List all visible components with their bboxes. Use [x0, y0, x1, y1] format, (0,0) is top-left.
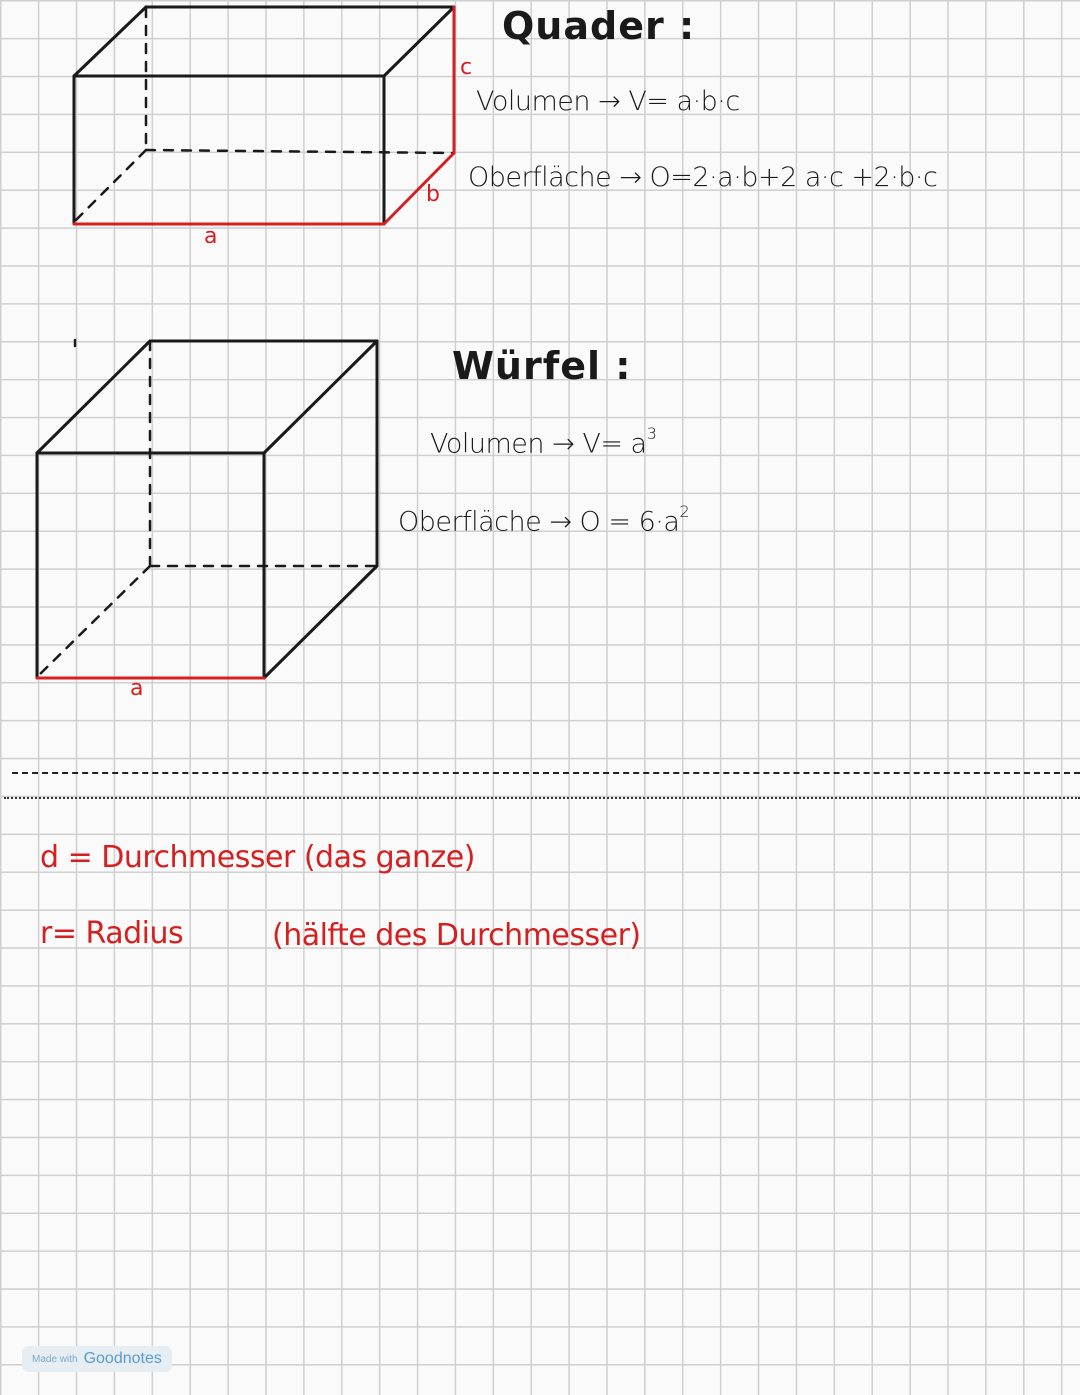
- cuboid-volume-row: [476, 86, 740, 117]
- cube-volume-label: Volumen: [430, 428, 545, 460]
- cuboid-title: Quader :: [502, 4, 696, 48]
- arrow-icon: →: [598, 86, 621, 117]
- cuboid-surface-row: [468, 162, 937, 193]
- cuboid-edge-c-label: c: [460, 55, 472, 80]
- arrow-icon: →: [549, 506, 572, 538]
- diameter-note: d = Durchmesser (das ganze): [40, 840, 475, 875]
- section-divider-dotted: [4, 797, 1080, 799]
- radius-note: r= Radius: [40, 916, 184, 951]
- goodnotes-logo-text: Goodnotes: [83, 1350, 162, 1367]
- cuboid-edge-b-label: b: [426, 182, 440, 207]
- cube-surface-exponent: 2: [679, 502, 690, 521]
- cube-surface-row: [398, 502, 689, 537]
- cube-volume-exponent: 3: [646, 424, 657, 443]
- cube-edge-a-label: a: [130, 676, 143, 701]
- cuboid-volume-label: Volumen: [476, 86, 591, 117]
- arrow-icon: →: [619, 162, 642, 193]
- cube-title: Würfel :: [452, 344, 632, 388]
- cube-surface-label: Oberfläche: [398, 506, 542, 538]
- cuboid-edge-a-label: a: [204, 224, 217, 249]
- cube-diagram: [0, 330, 420, 700]
- made-with-text: Made with: [32, 1353, 78, 1365]
- cube-volume-formula: V= a: [582, 428, 647, 460]
- cube-surface-formula: O = 6·a: [579, 506, 680, 538]
- cuboid-surface-formula: O=2·a·b+2 a·c +2·b·c: [649, 162, 938, 193]
- cube-volume-row: [430, 424, 656, 459]
- section-divider-dashed: [12, 772, 1080, 774]
- cuboid-surface-label: Oberfläche: [468, 162, 612, 193]
- cuboid-volume-formula: V= a·b·c: [628, 86, 740, 117]
- arrow-icon: →: [552, 428, 575, 460]
- goodnotes-badge: [22, 1346, 172, 1372]
- radius-comment: (hälfte des Durchmesser): [272, 918, 641, 953]
